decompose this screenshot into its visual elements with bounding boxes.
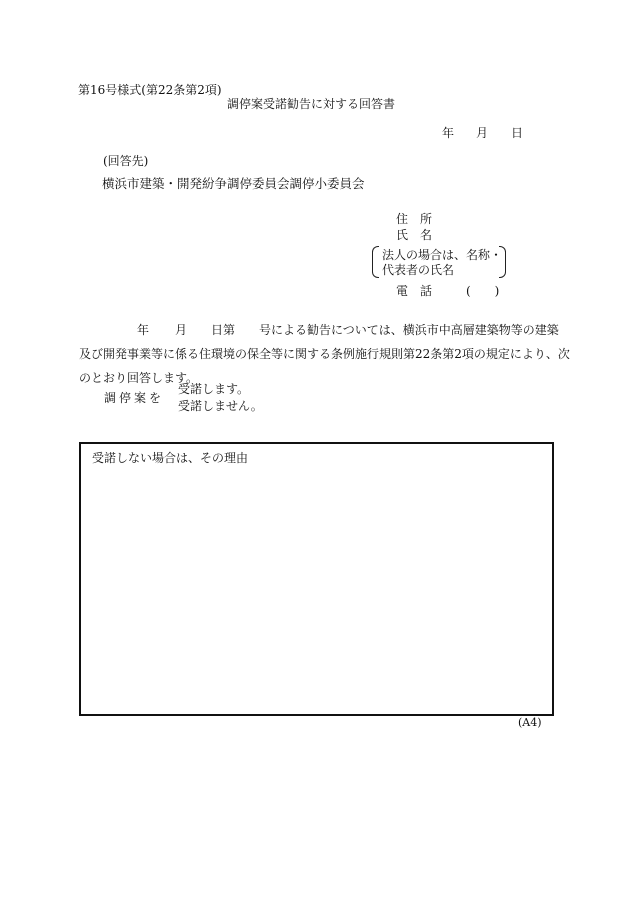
- body-line-3: のとおり回答します。: [79, 371, 199, 385]
- phone-label: 電 話: [396, 284, 433, 298]
- body-paragraph: [79, 318, 570, 390]
- body-line-1-rest: 号による勧告については、横浜市中高層建築物等の建築: [259, 323, 559, 337]
- reason-box[interactable]: [79, 442, 554, 716]
- body-day-no: 日第: [211, 323, 236, 337]
- choice-label: 調停案を: [104, 391, 165, 405]
- date-month: 月: [476, 126, 489, 140]
- date-day: 日: [511, 126, 524, 140]
- document-title: 調停案受諾勧告に対する回答書: [227, 97, 396, 111]
- reason-label: 受諾しない場合は、その理由: [92, 451, 249, 465]
- right-bracket: [499, 246, 506, 278]
- corporate-note: [372, 245, 506, 277]
- address-label: 住 所: [396, 212, 433, 226]
- corporate-note-line2: 代表者の氏名: [382, 263, 455, 277]
- reject-option[interactable]: 受諾しません。: [178, 399, 263, 413]
- name-label: 氏 名: [396, 228, 433, 242]
- paper-size: (A4): [518, 716, 542, 729]
- body-line-1: [79, 318, 559, 342]
- body-line-2: 及び開発事業等に係る住環境の保全等に関する条例施行規則第22条第2項の規定により、次: [79, 347, 570, 361]
- body-year: 年: [137, 323, 150, 337]
- recipient-label: (回答先): [103, 154, 149, 168]
- corporate-note-line1: 法人の場合は、名称・: [382, 248, 503, 262]
- phone-parens: ( ): [466, 284, 500, 298]
- form-number: 第16号様式(第22条第2項): [78, 83, 222, 97]
- accept-option[interactable]: 受諾します。: [178, 382, 250, 396]
- left-bracket: [372, 246, 379, 278]
- recipient-name: 横浜市建築・開発紛争調停委員会調停小委員会: [102, 176, 365, 191]
- body-month: 月: [175, 323, 188, 337]
- date-year: 年: [442, 126, 455, 140]
